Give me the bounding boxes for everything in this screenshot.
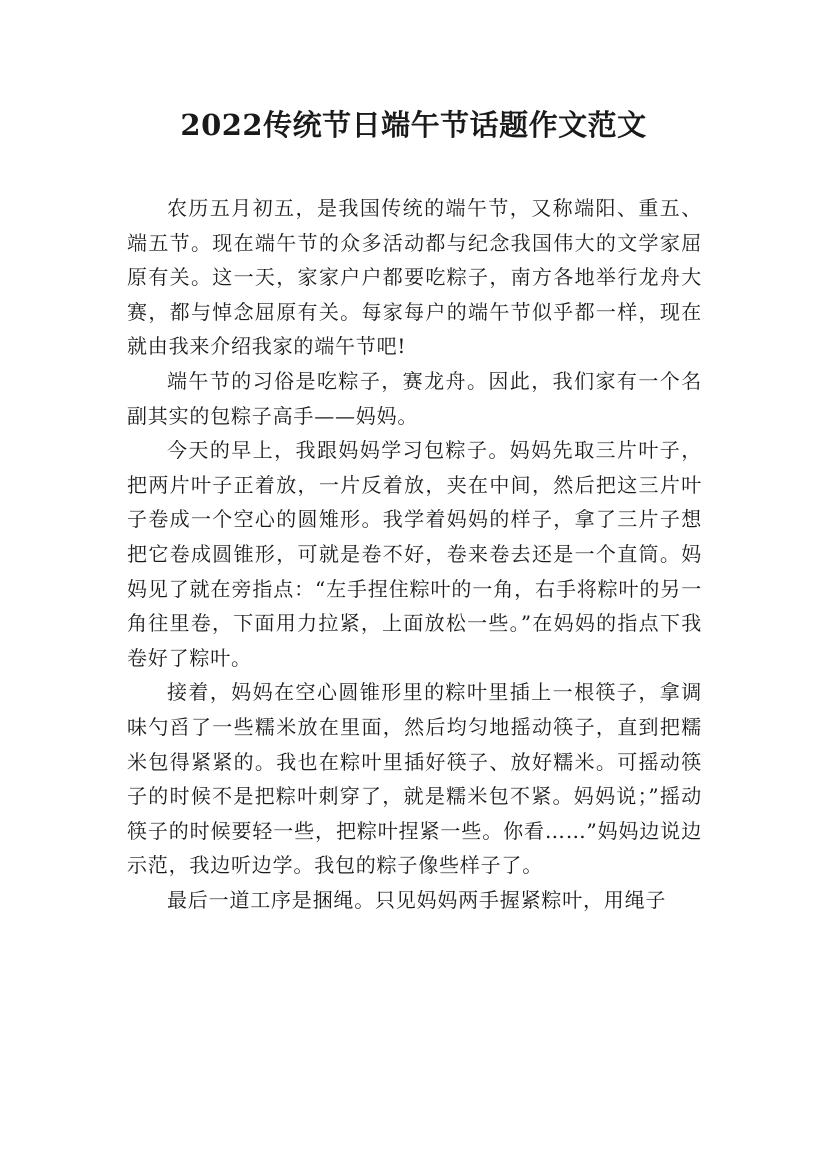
document-body: [127, 191, 702, 917]
paragraph: 农历五月初五，是我国传统的端午节，又称端阳、重五、端五节。现在端午节的众多活动都与纪念我国伟大的文学家屈原有关。这一天，家家户户都要吃粽子，南方各地举行龙舟大赛，都与悼念屈原有关。每家每户的端午节似乎都一样，现在就由我来介绍我家的端午节吧!: [127, 196, 702, 359]
paragraph: 接着，妈妈在空心圆锥形里的粽叶里插上一根筷子，拿调味勺舀了一些糯米放在里面，然后均匀地摇动筷子，直到把糯米包得紧紧的。我也在粽叶里插好筷子、放好糯米。可摇动筷子的时候不是把粽叶刺穿了，就是糯米包不紧。妈妈说；”摇动筷子的时候要轻一些，把粽叶捏紧一些。你看……”妈妈边说边示范，我边听边学。我包的粽子像些样子了。: [127, 680, 702, 878]
paragraph: 端午节的习俗是吃粽子，赛龙舟。因此，我们家有一个名副其实的包粽子高手——妈妈。: [127, 368, 702, 428]
document-title: 2022传统节日端午节话题作文范文: [180, 108, 647, 142]
paragraph: 今天的早上，我跟妈妈学习包粽子。妈妈先取三片叶子，把两片叶子正着放，一片反着放，夹在中间，然后把这三片叶子卷成一个空心的圆雉形。我学着妈妈的样子，拿了三片子想把它卷成圆锥形，可就是卷不好，卷来卷去还是一个直筒。妈妈见了就在旁指点：“左手捏住粽叶的一角，右手将粽叶的另一角往里卷，下面用力拉紧，上面放松一些。”在妈妈的指点下我卷好了粽叶。: [127, 438, 702, 670]
paragraph: 最后一道工序是捆绳。只见妈妈两手握紧粽叶，用绳子: [167, 887, 667, 912]
